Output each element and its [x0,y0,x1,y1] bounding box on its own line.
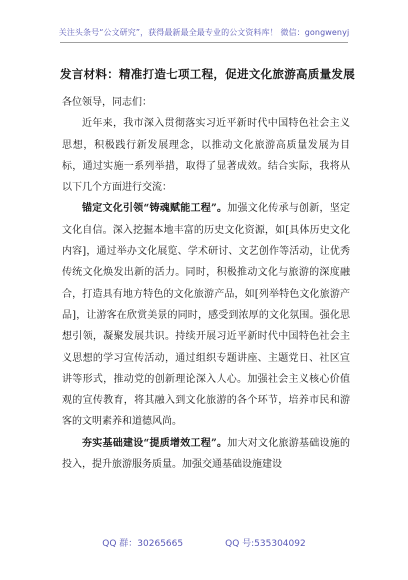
paragraph-heading: 锚定文化引领“铸魂赋能工程”。 [82,203,228,215]
footer-contact [0,536,408,549]
paragraph-intro [62,113,350,198]
salutation: 各位领导，同志们： [62,97,152,108]
document-title: 发言材料：精准打造七项工程，促进文化旅游高质量发展 [60,67,355,81]
footer-qq-number: QQ 号:535304092 [225,539,306,549]
paragraph-text: 近年来，我市深入贯彻落实习近平新时代中国特色社会主义思想，积极践行新发展理念，以推动文化旅游高质量发展为目标，通过实施一系列举措，取得了显著成效。结合实际，我将从以下几个方面进行交流： [62,118,350,194]
paragraph-heading: 夯实基础建设“提质增效工程”。 [82,437,228,449]
paragraph-text: 加强文化传承与创新，坚定文化自信。深入挖掘本地丰富的历史文化资源，如[具体历史文化内容]，通过举办文化展览、学术研讨、文艺创作等活动，让优秀传统文化焕发出新的活力。同时，积极推动文化与旅游的深度融合，打造具有地方特色的文化旅游产品，如[列举特色文化旅游产品]，让游客在欣赏美景的同时，感受到浓厚的文化氛围。强化思想引领，凝聚发展共识。持续开展习近平新时代中国特色社会主义思想的学习宣传活动，通过组织专题讲座、主题党日、社区宣讲等形式，推动党的创新理论深入人心。加强社会主义核心价值观的宣传教育，将其融入到文化旅游的各个环节，培养市民和游客的文明素养和道德风尚。 [62,203,350,428]
paragraph-infrastructure [62,433,350,476]
header-divider [60,42,348,43]
header-note: 关注头条号“公文研究”，获得最新最全最专业的公文资料库！ 微信：gongwenyj [58,28,350,37]
paragraph-culture [62,198,350,432]
paragraph-text: 加大对文化旅游基础设施的投入，提升旅游服务质量。加强交通基础设施建设 [62,437,350,471]
footer-qq-group: QQ 群：30265665 [102,539,184,549]
document-body [62,92,350,475]
